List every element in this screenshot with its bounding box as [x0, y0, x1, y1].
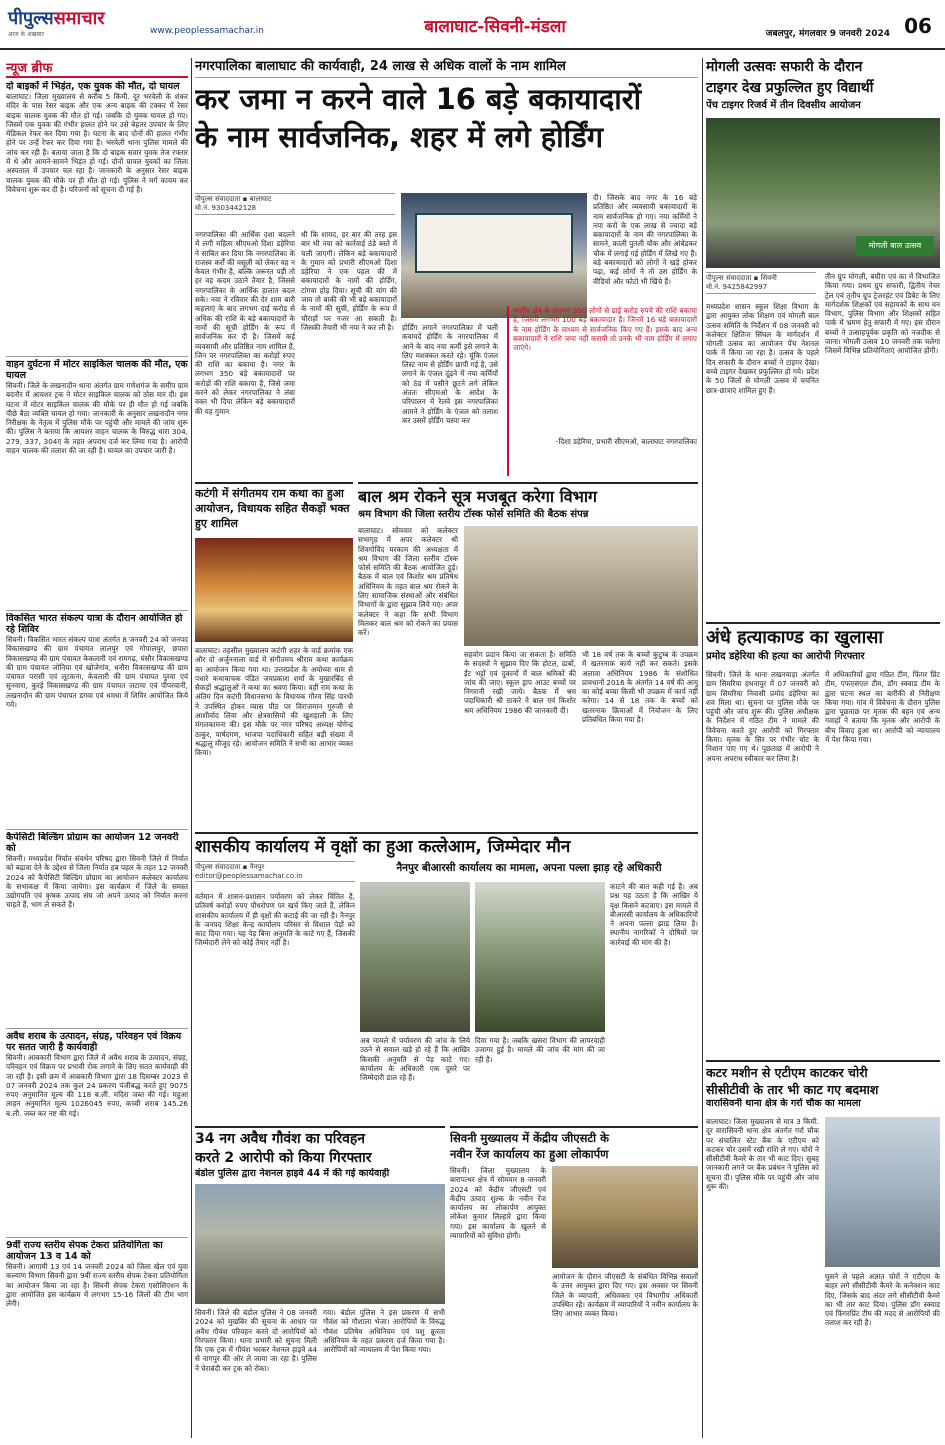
byline-reporter: पीपुल्स संवाददाता	[706, 274, 752, 282]
mogli-kicker: मोगली उत्सवः सफारी के दौरान	[706, 59, 863, 75]
byline-reporter: पीपुल्स संवाददाता	[195, 863, 241, 871]
byline-location: सिवनी	[760, 274, 777, 282]
lead-body-col4: दी। जिसके बाद नगर के 16 बड़े प्रतिष्ठित और व्यवसायी बकायादारों के नाम सार्वजनिक हो गए। नया कर्मियों ने नया करों के एक लाख से ज्यादा बड़े बकायादारों के नाम की नगरपालिका के सामने, काली पुतली चौक और आंबेडकर चौक में लगाई गई होर्डिंग में लिखे गए हैं। बड़े बकायादारों को लोगों ने खड़े होकर पढ़ा, कई लोगों ने तो उस होर्डिंग के वीडियो और फोटो भी खिंचे हैं।	[593, 193, 697, 286]
gst-headline-line2: नवीन रेंज कार्यालय का हुआ लोकार्पण	[450, 1147, 609, 1161]
brief-body: सिवनी। आगामी 13 एवं 14 जनवरी 2024 को जिला खेल एवं युवा कल्याण विभाग सिवनी द्वारा 9वीं राज्य स्तरीय सेपक टेकरा प्रतियोगिता का आयोजन किया जा रहा है। सिवनी सेपक टेकरा एसोसिएशन के द्वारा आयोजित इस कार्यक्रम में लगभग 15-16 जिलों की टीम भाग लेंगी।	[6, 1262, 188, 1309]
vriksh-story	[195, 832, 698, 1122]
vriksh-photo-left	[360, 882, 470, 1032]
lead-kicker: नगरपालिका बालाघाट की कार्यवाही, 24 लाख से अधिक वालों के नाम शामिल	[195, 58, 698, 78]
shram-body-col1: बालाघाट। सोमवार को कलेक्टर सभागृह में अपर कलेक्टर श्री शिवगोविंद मरकाम की अध्यक्षता में श्रम विभाग की जिला स्तरीय टॉस्क फोर्स समिति की बैठक आयोजित हुई। बैठक में बाल एवं किशोर श्रम प्रतिषेध अधिनियम के तहत बाल श्रम रोकने के लिए सामाजिक संस्थाओं और संबंधित विभागों के द्वारा सुझाव लिये गए। अपर कलेक्टर ने कहा कि सभी विभाग मिलकर बाल श्रम को रोकने का प्रयास करें।	[358, 526, 458, 638]
hoarding-photo	[401, 193, 587, 318]
brief-headline: वाहन दुर्घटना में मोटर साइकिल चालक की मौत, एक घायल	[6, 359, 188, 381]
atm-subhead: सीसीटीवी के तार भी काट गए बदमाश	[706, 1082, 879, 1097]
shram-story	[358, 482, 698, 827]
gauvansh-body-col1: सिवनी। जिले की बंडोल पुलिस ने 08 जनवरी 2024 को मुखबिर की सूचना के आधार पर अवैध गौवंश परिवहन करते दो आरोपियों को गिरफ्तार किया। थाना प्रभारी को सूचना मिली कि एक ट्रक में गौवंश भरकर नेशनल हाइवे 44 से नागपुर की ओर ले जाया जा रहा है। पुलिस ने घेराबंदी कर ट्रक को रोका।	[195, 1308, 317, 1373]
news-brief	[6, 58, 188, 1438]
andh-subhead: प्रमोद डहेरिया की हत्या का आरोपी गिरफ्तार	[706, 651, 865, 662]
vriksh-body-col1: वर्तमान में शासन-प्रशासन पर्यावरण को लेकर चिंतित है, प्रतिवर्ष करोड़ों रुपए पौधरोपण पर खर्च किए जाते हैं, लेकिन शासकीय कार्यालय में ही वृक्षों की कटाई की जा रही है। नैनपुर के जनपद शिक्षा केन्द्र कार्यालय परिसर से विशाल पेड़ों को काट दिया गया। यह पेड़ बिना अनुमति के काटे गए हैं, जिसकी जिम्मेदारी लेने को कोई तैयार नहीं है।	[195, 892, 355, 948]
page-number: 06	[904, 14, 932, 38]
atm-photo	[825, 1117, 940, 1267]
vriksh-byline: पीपुल्स संवाददाता ▪ नैनपुर editor@peoplessamachar.co.in	[195, 861, 355, 882]
gauvansh-headline-line1: 34 नग अवैध गौवंश का परिवहन	[195, 1131, 366, 1147]
brief-body: सिवनी। विकसित भारत संकल्प यात्रा अंतर्गत 8 जनवरी 24 को जनपद विकासखण्ड की ग्राम पंचायत लालपुर एवं गोपालपुर, छपारा विकासखण्ड की ग्राम पंचायत केकलारी एवं रामगढ़, घंसौर विकासखण्ड की ग्राम पंचायत जोनिया एवं खोजेगांव, धनौरा विकासखण्ड की ग्राम पंचायत परासी एवं लूटकना, केवलारी की ग्राम पंचायत पुरवा एवं सुनवारा, कुरई विकासखण्ड की ग्राम पंचायत जटामा एवं पीपरवानी, लखनादौन की ग्राम पंचायत डगवा एवं धमधा में शिविर आयोजित किये गये।	[6, 635, 188, 710]
andh-body-col2: में अधिकारियों द्वारा गठित टीम, फिंगर प्रिंट टीम, एफएसएल टीम, डॉग स्क्वाड टीम के द्वारा घटना स्थल का बारीकी से निरीक्षण किया गया। गांव में विवेचना के दौरान पुलिस द्वारा पूछताछ पर मृतक की बहन एवं अन्य गवाहों ने बताया कि मृतक और आरोपी के बीच विवाद हुआ था। आरोपी को न्यायालय में पेश किया गया।	[825, 670, 940, 745]
gauvansh-subhead: बंडोल पुलिस द्वारा नेशनल हाइवे 44 में की गई कार्यवाही	[195, 1168, 390, 1179]
gauvansh-headline-line2: करते 2 आरोपी को किया गिरफ्तार	[195, 1150, 372, 1166]
website[interactable]: www.peoplessamachar.in	[150, 26, 264, 36]
brief-body: सिवनी। जिले के लखनादौन थाना अंतर्गत ग्राम गणेशगंज के समीप ग्राम बदनौर में आयशर ट्रक ने मोटर साइकिल चालक को ठोस मार दी। इस घटना में मोटर साइकिल चालक की मौके पर ही मौत हो गई जबकि पीछे बैठा व्यक्ति घायल हो गया। जानकारी के अनुसार लखनादौन नगर निरीक्षक के नेतृत्व में पुलिस मौके पर पहुंची और मामले की जांच शुरू की। पुलिस ने बताया कि आयशर वाहन चालक के विरुद्ध धारा 304, 279, 337, 304ए के तहत अपराध दर्ज कर लिया गया है। आरोपी वाहन चालक की तलाश की जा रही है। घायल का उपचार जारी है।	[6, 381, 188, 456]
quote-text: नगरीय क्षेत्र के लगभग 350 लोगों से ढाई करोड़ रुपये की राशि बकाया है, जिसमें लगभग 100 बड़े बकायादार हैं। जिनमें 16 बड़े बकायादारों के नाम होर्डिंग के माध्यम से सार्वजनिक किए गए हैं। इसके बाद अन्य बकायादारों ने राशि जमा नहीं करायी तो उनके भी नाम होर्डिंग में लगाए जाएंगे।	[513, 306, 697, 353]
lead-headline-line1: कर जमा न करने वाले 16 बड़े बकायादारों	[195, 82, 642, 116]
lead-headline-line2: के नाम सार्वजनिक, शहर में लगे होर्डिंग	[195, 120, 604, 154]
andh-body-col1: सिवनी। जिले के थाना लखनवाड़ा अंतर्गत ग्राम सिमरिया हथनापुर में 07 जनवरी को ग्राम सिमरिया निवासी प्रमोद डहेरिया का शव मिला था। सूचना पर पुलिस मौके पर पहुंची और जांच शुरू की। पुलिस अधीक्षक के निर्देशन में गठित टीम ने मामले की विवेचना करते हुए आरोपी को गिरफ्तार किया। मृतक के सिर पर गंभीर चोट के निशान पाए गए थे। पूछताछ में आरोपी ने अपना अपराध स्वीकार कर लिया है।	[706, 670, 819, 763]
mogli-subhead: पेंच टाइगर रिजर्व में तीन दिवसीय आयोजन	[706, 100, 861, 111]
gauvansh-photo	[195, 1184, 445, 1304]
brief-item	[6, 829, 188, 1024]
brief-body: सिवनी। मध्यप्रदेश निर्यात संवर्धन परिषद द्वारा सिवनी जिले में निर्यात को बढ़ावा देने के उद्देश्य से जिला निर्यात हब पहल के तहत 12 जनवरी 2024 को कैपेसिटी बिल्डिंग प्रोग्राम का आयोजन कलेक्टर कार्यालय के सभाकक्ष में किया जायेगा। इस कार्यक्रम में जिले के समस्त उद्योगपति एवं कृषक उत्पाद संघ जो अपने उत्पाद को निर्यात करना चाहते हैं, भाग ले सकते हैं।	[6, 854, 188, 910]
brief-body: सिवनी। आबकारी विभाग द्वारा जिले में अवैध शराब के उत्पादन, संग्रह, परिवहन एवं विक्रय पर प्रभावी रोक लगाने के लिए सतत कार्यवाही की जा रही है। इसी क्रम में आबकारी विभाग द्वारा 18 दिसम्बर 2023 से 07 जनवरी 2024 तक कुल 24 प्रकरण पंजीबद्ध करते हुए 9075 रुपए अनुमानित मूल्य की 118 ब.ली. मदिरा जब्त की गई। महुआ लाहन अनुमानित मूल्य 1026045 रुपए, कच्ची शराब 145.26 ब.ली. जब्त कर नष्ट की गई।	[6, 1053, 188, 1118]
andh-story	[706, 622, 940, 1042]
atm-story	[706, 1060, 940, 1438]
column-divider	[191, 58, 192, 1438]
gst-body-col2: आयोजन के दौरान जीएसटी के संबंधित विभिन्न सवालों के उत्तर आयुक्त द्वारा दिए गए। इस अवसर पर सिवनी जिले के व्यापारी, अधिवक्ता एवं विभागीय अधिकारी उपस्थित रहे। कार्यक्रम में व्यापारियों ने नवीन कार्यालय के लिए आभार व्यक्त किया।	[552, 1272, 698, 1319]
byline-mobile: मो.नं. 9303442128	[195, 204, 257, 212]
shram-subhead: श्रम विभाग की जिला स्तरीय टॉस्क फोर्स समिति की बैठक संपन्न	[358, 509, 589, 520]
gst-body-col1: सिवनी। जिला मुख्यालय के बारापत्थर क्षेत्र में सोमवार 8 जनवरी 2024 को केंद्रीय जीएसटी एवं केंद्रीय उत्पाद शुल्क के नवीन रेंज कार्यालय का लोकार्पण आयुक्त लोकेश कुमार लिल्हारे द्वारा किया गया। इस कार्यालय के खुलने से व्यापारियों को सुविधा होगी।	[450, 1166, 546, 1241]
mogli-headline: टाइगर देख प्रफुल्लित हुए विद्यार्थी	[706, 80, 874, 96]
section-title: बालाघाट-सिवनी-मंडला	[424, 17, 566, 37]
lead-body-col2: थी कि शायद, हर बार की तरह इस बार भी नया को कार्रवाई ठंडे बस्ते में चली जाएगी। लेकिन बड़े बकायादारों के गुमान को प्रभारी सीएमओ दिशा डहेरिया ने एक पहल की में बकायादारों के नामों की होर्डिंग, टांगवा होड़ दिया। सूची की मांग की जाय तो बाकी की भी बड़े बकायादारों के नामों की सूची, होर्डिंग के रूप में चौराहों पर नजर आ सकती है। जिसकी तैयारी भी नया ने कर ली है।	[301, 230, 397, 332]
lead-story	[195, 58, 698, 478]
atm-headline: कटर मशीन से एटीएम काटकर चोरी	[706, 1065, 868, 1080]
vriksh-body-col3: दिया गया है। जबकि खसरा विभाग की लापरवाही उजागर हुई है। मामले की जांच की मांग की जा रही है।	[475, 1036, 605, 1064]
katangi-body: बालाघाट। तहसील मुख्यालय कटंगी शहर के वार्ड क्रमांक एक और दो अर्जुननाला वार्ड में संगीतमय श्रीराम कथा कार्यक्रम का आयोजन किया गया था। उत्तरप्रदेश के अयोध्या धाम से पधारे कथावाचक पंडित जयप्रकाश शर्मा के मुखारबिंद से सैकड़ों श्रद्धालुओं ने कथा का श्रवण किया। वहीं राम कथा के अंतिम दिन कटंगी विधानसभा के विधायक गौरव सिंह पारधी ने उपस्थित होकर व्यास पीठ पर विराजमान गुरुजी से आशीर्वाद लिया और क्षेत्रवासियों की खुशहाली के लिए मंगलकामना की। इस मौके पर नगर परिषद अध्यक्ष योगेन्द्र ठाकुर, पार्षदगण, भाजपा पदाधिकारी सहित बड़ी संख्या में श्रद्धालु मौजूद रहे। आयोजन समिति ने सभी का आभार व्यक्त किया।	[195, 646, 353, 758]
katangi-photo	[195, 538, 353, 642]
brief-item	[6, 1028, 188, 1233]
brief-item	[6, 356, 188, 606]
brief-body: बालाघाट। जिला मुख्यालय से करीब 5 किमी. दूर भरवेली के शंकर मंदिर के पास रेसर बाइक और एक अन्य बाइक की टक्कर में रेसर बाइक चालक युवक की मौत हो गई। जबकि दो युवक घायल हो गए। जिसमें एक युवक की गंभीर हालत होने पर उसे बेहतर उपचार के लिए मेडिकल रेफर कर दिया गया है। घटना के बाद दोनों की हालत गंभीर होने पर उन्हें रेफर कर दिया गया है। भरवेली थाना पुलिस मामले की जांच कर रही है। बताया जाता है कि दो बाइक सवार युवक तेज रफ्तार में थे और आमने-सामने भिड़ंत हो गई। दोनों घायल युवकों का जिला अस्पताल में उपचार चल रहा है। जानकारी के अनुसार रेसर बाइक चालक युवक की मौके पर ही मौत हो गई। पुलिस ने मर्ग कायम कर विवेचना शुरू कर दी है। परिजनों को सूचना दी गई है।	[6, 92, 188, 194]
gauvansh-story	[195, 1126, 445, 1438]
byline-email[interactable]: editor@peoplessamachar.co.in	[195, 872, 303, 880]
lead-byline: पीपुल्स संवाददाता ▪ बालाघाट मो.नं. 9303442128	[195, 193, 395, 215]
quote-author: -दिशा डहेरिया, प्रभारी सीएमओ, बालाघाट नगरपालिका	[555, 437, 697, 446]
masthead	[0, 0, 945, 50]
vriksh-headline: शासकीय कार्यालय में वृक्षों का हुआ कत्लेआम, जिम्मेदार मौन	[195, 837, 571, 857]
shram-photo	[464, 526, 698, 646]
byline-mobile: मो.नं. 9425842997	[706, 283, 768, 291]
andh-headline: अंधे हत्याकाण्ड का खुलासा	[706, 627, 884, 648]
gst-story	[450, 1126, 698, 1438]
vriksh-body-col4: काटने की बात कही गई है। अब प्रश्न यह उठता है कि आखिर ये वृक्ष किसने कटवाए। इस मामले में बीआरसी कार्यालय के अधिकारियों ने अपना पल्ला झाड़ लिया है। स्थानीय नागरिकों ने दोषियों पर कार्रवाई की मांग की है।	[610, 882, 698, 947]
brief-headline: 9वीं राज्य स्तरीय सेपक टेकरा प्रतियोगिता का आयोजन 13 व 14 को	[6, 1240, 163, 1262]
gst-headline-line1: सिवनी मुख्यालय में केंद्रीय जीएसटी के	[450, 1131, 609, 1145]
shram-body-col3: भी 18 वर्ष तक के बच्चों कुटुम्ब के उपक्रम में खतरनाक कार्य नहीं कर सकते। इसके अलावा अधिनियम 1986 के संशोधित प्रावधानों 2016 के अंतर्गत 14 वर्ष की आयु का कोई बच्चा किसी भी उपक्रम में कार्य नहीं करेगा। 14 से 18 तक के बच्चों को खतरनाक क्रियाओं में नियोजन के लिए प्रतिबंधित किया गया है।	[582, 650, 698, 725]
atm-subhead2: वारासिवनी थाना क्षेत्र के गर्रा चौक का मामला	[706, 1098, 861, 1109]
logo-part2: समाचार	[53, 8, 105, 29]
brief-item	[6, 1237, 188, 1412]
mogli-body-col1: मध्यप्रदेश शासन स्कूल शिक्षा विभाग के द्वारा आयुक्त लोक शिक्षण एवं मोगली बाल उत्सव समिति के निर्देशन में 08 जनवरी को कलेक्टर क्षितिज सिंघल के मार्गदर्शन में मोगली उत्सव का आयोजन पेंच नेशनल पार्क में किया जा रहा है। उत्सव के पहले दिन सफारी के दौरान बच्चों ने टाइगर देखा। बच्चे टाइगर देखकर प्रफुल्लित हो गये। प्रदेश के 50 जिलों से मोगली उत्सव में चयनित छात्र-छात्राएं शामिल हुए हैं।	[706, 302, 819, 395]
mogli-photo	[706, 118, 940, 268]
logo	[8, 6, 148, 40]
lead-body-col3: होर्डिंग लगाने नगरपालिका में चली कवायदें होर्डिंग के नगरपालिका में आने के बाद नया कर्मी इसे लगाने के लिए मशक्कत करते रहे। चूंकि एंजल लिस्ट नाम से होर्डिंग छापी गई है, उसे लगाने के एंजल दूंढ़ने में नया कर्मियों को ठंड में पसीने छूटने लगे लेकिन अंततः सीएमओ के आदेश के परिपालन में रेलवे इस नगरपालिका आमने ने होर्डिंग के एंजल को तलाश कर उसमें होर्डिंग चस्पा कर	[402, 323, 498, 425]
brief-label: न्यूज ब्रीफ	[6, 58, 188, 78]
katangi-story	[195, 482, 353, 827]
atm-body-col2: घुसने से पहले अज्ञात चोरों ने एटीएम के बाहर लगे सीसीटीवी कैमरे के कनेक्शन काट दिए, जिसके बाद अंदर लगे सीसीटीवी कैमरे का भी तार काट दिया। पुलिस डॉग स्क्वाड एवं फिंगरप्रिंट टीम की मदद से आरोपियों की तलाश कर रही है।	[825, 1272, 940, 1328]
shram-body-col2: सहयोग प्रदान किया जा सकता है। समिति के सदस्यों ने सुझाव दिए कि होटल, ढाबों, ईंट भट्टों एवं दुकानों में बाल श्रमिकों की जांच की जाए। स्कूल ड्राप आउट बच्चों पर निगरानी रखी जाये। बैठक में श्रम पदाधिकारी श्री ठाकरे ने बाल एवं किशोर श्रम अधिनियम 1986 की जानकारी दी।	[464, 650, 576, 715]
mogli-byline: पीपुल्स संवाददाता ▪ सिवनी मो.नं. 9425842997	[706, 272, 816, 294]
lead-body-col1: नगरपालिका की आर्थिक दशा बदलने में लगी महिला सीएमओ दिशा डहेरिया ने साबित कर दिया कि नगरपालिका के राजस्व कर्रों की वसूली को लेकर वह न केवल गंभीर है, बल्कि जरूरत पड़ी तो हर वह कदम उठाने तैयार है, जिससे नगरपालिका के आर्थिक हालात बदल सके। नया ने रविवार की देर शाम बारी कहलाएं के बाद लगभग दाई करोड़ से अधिक की राशि के बड़े बकायादारों के नामों की सूची होर्डिंग के रूप में सार्वजनिक कर दी है। जिसमें कई व्यवसायी और प्रतिष्ठित नाम शामिल हैं, जिन पर नगरपालिका का करोड़ों रुपए की राशि का बकाया है। नगर के लगभग 350 बड़े बकायादारों पर करोड़ों की राशि बकाया है, जिसे जमा करने को लेकर नगरपालिका ने लंबा वक्त भी दिया लेकिन बड़े बकायादारों की यह गुमान	[195, 230, 295, 416]
dateline: जबलपुर, मंगलवार 9 जनवरी 2024	[765, 29, 890, 39]
vriksh-body-col2: अब मामले में पर्यावरण की जांच के लिये उठने से सवाल खड़े हो रहे हैं कि आखिर किसकी अनुमति से पेड़ काटे गए। कार्यालय के अधिकारी एक दूसरे पर जिम्मेदारी डाल रहे हैं।	[360, 1036, 470, 1083]
brief-headline: कैपेसिटी बिल्डिंग प्रोग्राम का आयोजन 12 जनवरी को	[6, 832, 179, 854]
byline-location: बालाघाट	[249, 195, 272, 203]
mogli-banner: मोगली बाल उत्सव	[856, 236, 934, 256]
logo-tagline: आज के अखबार	[8, 31, 44, 38]
gst-photo	[552, 1166, 698, 1268]
byline-location: नैनपुर	[249, 863, 265, 871]
atm-body-col1: बालाघाट। जिला मुख्यालय से मात्र 3 किमी. दूर वारासिवनी थाना क्षेत्र अंतर्गत गर्रा चौक पर संचालित स्टेट बैंक के एटीएम को कटकर चोर उसमें रखी राशि ले गए। चोरों ने सीसीटीवी कैमरे के तार भी काट दिए। सुबह जानकारी लगने पर बैंक प्रबंधन ने पुलिस को सूचना दी। पुलिस मौके पर पहुंची और जांच शुरू की।	[706, 1117, 819, 1192]
mogli-body-col2: तीन ग्रुप मोगली, बघीरा एवं का में विभाजित किया गया। प्रथम ग्रुप सफारी, द्वितीय नेचर ट्रेल एवं तृतीय ग्रुप ट्रेजरहंट एवं डिबेट के लिए मार्गदर्शक शिक्षकों एवं सहायकों के साथ वन विभाग, पुलिस विभाग और शिक्षकों सहित पार्क में भ्रमण हेतु सफारी में गए। इस दौरान बच्चों ने उत्साहपूर्वक प्रकृति को नजदीक से जाना। मोगली उत्सव 10 जनवरी तक चलेगा जिसमें विभिन्न प्रतियोगिताएं आयोजित होंगी।	[825, 272, 940, 356]
gauvansh-body-col2: गया। बंडोल पुलिस ने इस प्रकरण में सभी गौवंश को गौशाला भेजा। आरोपियों के विरुद्ध गौवंश प्रतिषेध अधिनियम एवं पशु क्रूरता अधिनियम के तहत प्रकरण दर्ज किया गया है। आरोपियों को न्यायालय में पेश किया गया।	[323, 1308, 445, 1355]
brief-headline: अवैध शराब के उत्पादन, संग्रह, परिवहन एवं विक्रय पर सतत जारी है कार्यवाही	[6, 1031, 182, 1053]
byline-reporter: पीपुल्स संवाददाता	[195, 195, 241, 203]
brief-item	[6, 610, 188, 825]
logo-part1: पीपुल्स	[8, 8, 54, 29]
lead-quote	[507, 306, 697, 476]
katangi-headline: कटंगी में संगीतमय राम कथा का हुआ आयोजन, विधायक सहित सैकड़ों भक्त हुए शामिल	[195, 487, 350, 530]
column-divider	[702, 58, 703, 1438]
vriksh-photo-right	[475, 882, 605, 1032]
brief-headline: दो बाइकों में भिड़ंत, एक युवक की मौत, दो घायल	[6, 81, 180, 92]
brief-item	[6, 81, 188, 352]
shram-headline: बाल श्रम रोकने सूत्र मजबूत करेगा विभाग	[358, 487, 598, 506]
mogli-story	[706, 58, 940, 618]
brief-headline: विकसित भारत संकल्प यात्रा के दौरान आयोजित हो रहे शिविर	[6, 613, 183, 635]
vriksh-subhead: नैनपुर बीआरसी कार्यालय का मामला, अपना पल्ला झाड़ रहे अधिकारी	[396, 862, 662, 874]
